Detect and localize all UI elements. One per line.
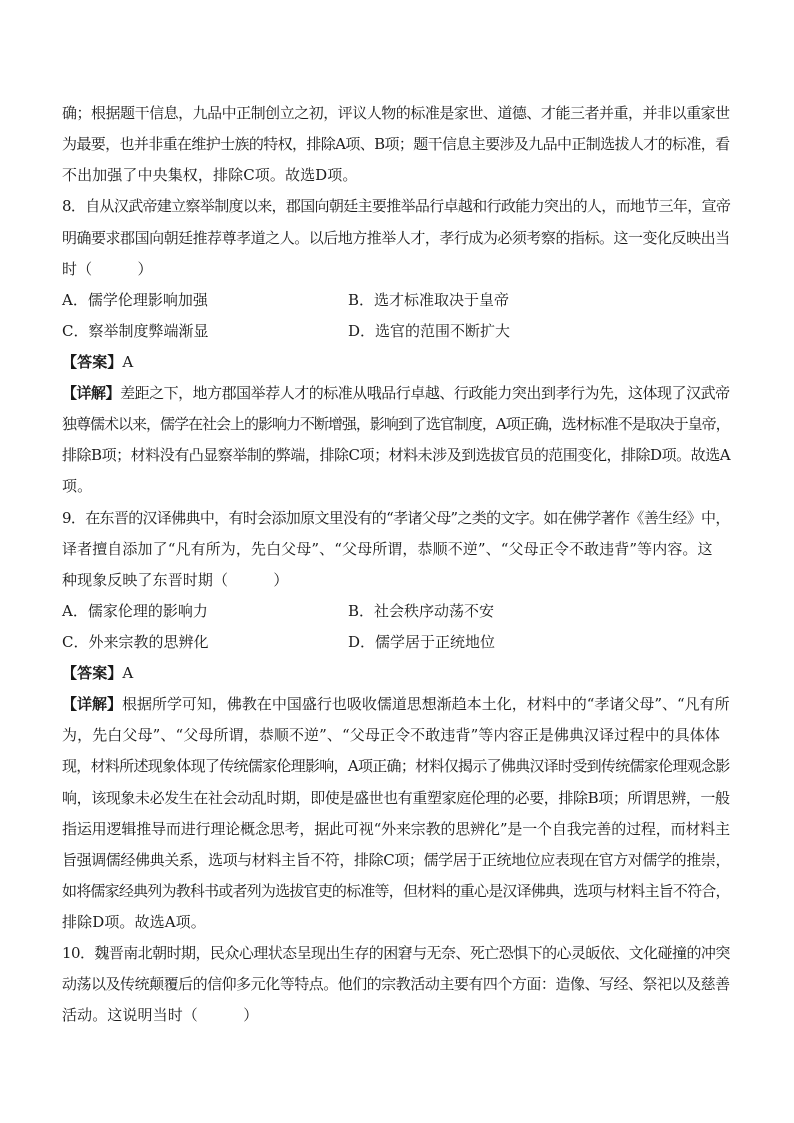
q9-option-b: B．社会秩序动荡不安 bbox=[348, 602, 495, 620]
detail-text: 根据所学可知，佛教在中国盛行也吸收儒道思想渐趋本土化，材料中的“孝诸父母”、“凡有所 bbox=[121, 695, 730, 713]
q8-option-a: A．儒学伦理影响加强 bbox=[62, 291, 208, 309]
answer-value: A bbox=[122, 353, 134, 371]
q8-option-d: D．选官的范围不断扩大 bbox=[348, 322, 511, 340]
q9-detail-line: 响，该现象未必发生在社会动乱时期，即使是盛世也有重塑家庭伦理的必要，排除B项；所谓思辨，一般 bbox=[62, 789, 730, 807]
q9-option-c: C．外来宗教的思辨化 bbox=[62, 633, 209, 651]
q10-stem-line: 动荡以及传统颠覆后的信仰多元化等特点。他们的宗教活动主要有四个方面：造像、写经、祭祀以及慈善 bbox=[62, 975, 730, 993]
q10-stem-line: 10．魏晋南北朝时期，民众心理状态呈现出生存的困窘与无奈、死亡恐惧下的心灵皈依、文化碰撞的冲突 bbox=[62, 944, 730, 962]
q8-stem-line: 明确要求郡国向朝廷推荐尊孝道之人。以后地方推举人才，孝行成为必须考察的指标。这一变化反映出当 bbox=[62, 229, 730, 247]
q9-option-d: D．儒学居于正统地位 bbox=[348, 633, 496, 651]
answer-label: 【答案】 bbox=[62, 664, 123, 682]
q8-option-b: B．选才标准取决于皇帝 bbox=[348, 291, 510, 309]
answer-value: A bbox=[122, 664, 134, 682]
q9-stem-line: 译者擅自添加了“凡有所为，先白父母”、“父母所谓，恭顺不逆”、“父母正令不敢违背”等内容。这 bbox=[62, 540, 713, 558]
q7-explanation-line: 不出加强了中央集权，排除C项。故选D项。 bbox=[62, 166, 358, 184]
q9-answer bbox=[62, 663, 133, 683]
q8-detail-line: 排除B项；材料没有凸显察举制的弊端，排除C项；材料未涉及到选拔官员的范围变化，排除D项。故选A bbox=[62, 446, 731, 464]
q9-detail-line: 旨强调儒经佛典关系，选项与材料主旨不符，排除C项；儒学居于正统地位应表现在官方对儒学的推崇， bbox=[62, 851, 731, 869]
q7-explanation-line: 为最要，也并非重在维护士族的特权，排除A项、B项；题干信息主要涉及九品中正制选拔人才的标准，看 bbox=[62, 135, 730, 153]
q8-option-c: C．察举制度弊端渐显 bbox=[62, 322, 209, 340]
detail-text: 差距之下，地方郡国举荐人才的标准从哦品行卓越、行政能力突出到孝行为先，这体现了汉武帝 bbox=[120, 384, 730, 402]
q9-detail-line: 排除D项。故选A项。 bbox=[62, 913, 206, 931]
q8-answer bbox=[62, 352, 133, 372]
q9-stem-line: 9．在东晋的汉译佛典中，有时会添加原文里没有的“孝诸父母”之类的文字。如在佛学著作《善生经》中， bbox=[62, 509, 730, 527]
q8-detail-line: 独尊儒术以来，儒学在社会上的影响力不断增强，影响到了选官制度，A项正确，选材标准不是取决于皇帝， bbox=[62, 415, 730, 433]
detail-label: 【详解】 bbox=[62, 695, 122, 713]
q10-stem-line: 活动。这说明当时（ ） bbox=[62, 1006, 259, 1024]
q8-stem-line: 时（ ） bbox=[62, 260, 153, 278]
q9-detail-line: 为，先白父母”、“父母所谓，恭顺不逆”、“父母正令不敢违背”等内容正是佛典汉译过程中的具体体 bbox=[62, 726, 720, 744]
q9-detail-line: 现，材料所述现象体现了传统儒家伦理影响，A项正确；材料仅揭示了佛典汉译时受到传统儒家伦理观念影 bbox=[62, 757, 730, 775]
q8-stem-line: 8．自从汉武帝建立察举制度以来，郡国向朝廷主要推举品行卓越和行政能力突出的人，而地节三年，宣帝 bbox=[62, 197, 731, 215]
detail-label: 【详解】 bbox=[62, 384, 121, 402]
q9-detail-line bbox=[62, 694, 730, 714]
answer-label: 【答案】 bbox=[62, 353, 123, 371]
q8-detail-line: 项。 bbox=[62, 477, 93, 495]
q9-option-a: A．儒家伦理的影响力 bbox=[62, 602, 208, 620]
q7-explanation-line: 确；根据题干信息，九品中正制创立之初，评议人物的标准是家世、道德、才能三者并重，并非以重家世 bbox=[62, 104, 730, 122]
q9-detail-line: 指运用逻辑推导而进行理论概念思考，据此可视“外来宗教的思辨化”是一个自我完善的过程，而材料主 bbox=[62, 820, 730, 838]
q9-detail-line: 如将儒家经典列为教科书或者列为选拔官吏的标准等，但材料的重心是汉译佛典，选项与材料主旨不符合， bbox=[62, 882, 730, 900]
q8-detail-line bbox=[62, 383, 730, 403]
q9-stem-line: 种现象反映了东晋时期（ ） bbox=[62, 571, 289, 589]
